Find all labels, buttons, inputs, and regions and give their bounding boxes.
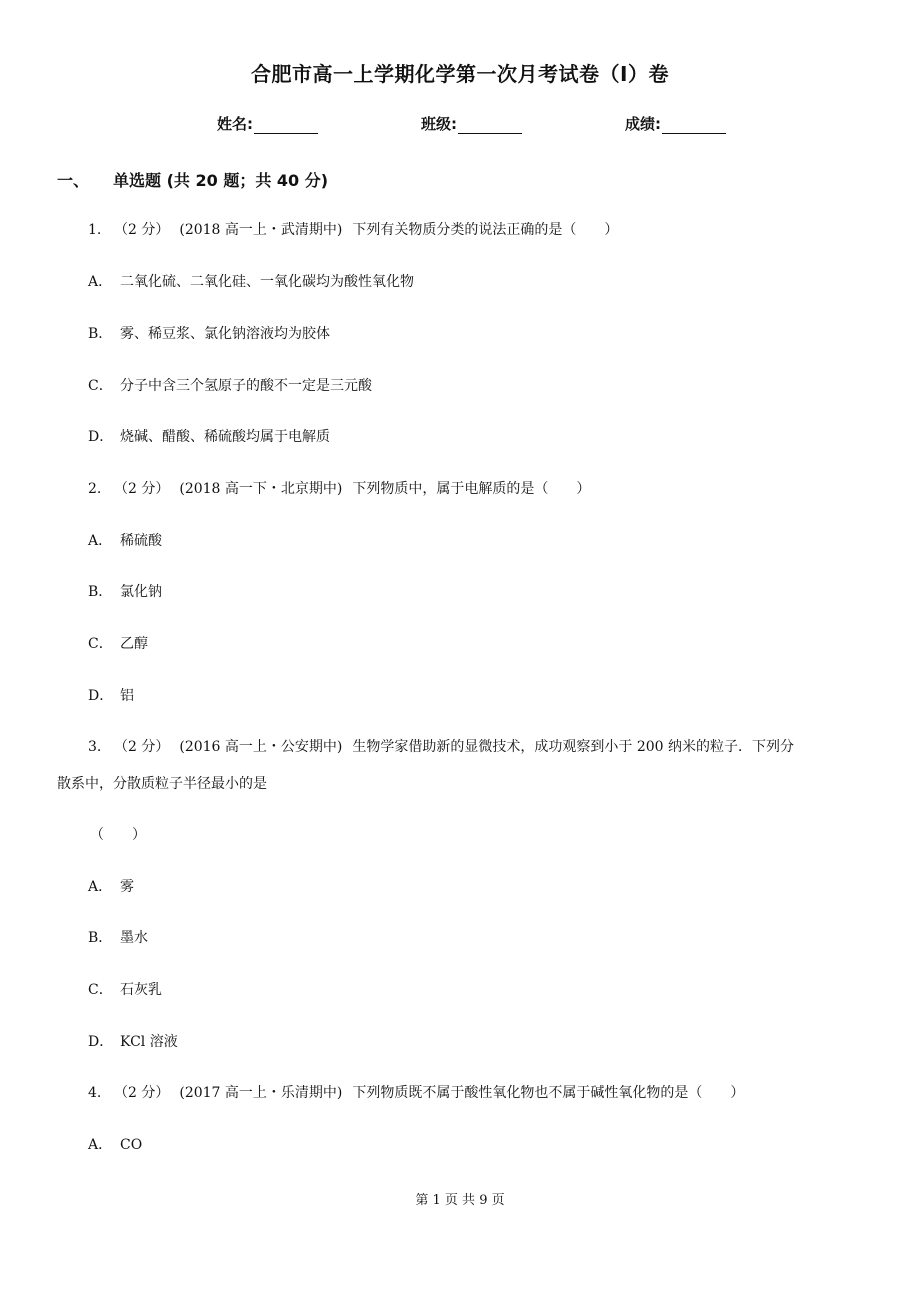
question-1: [88, 220, 618, 240]
question-score: （2 分）: [114, 739, 170, 755]
page-title: 合肥市高一上学期化学第一次月考试卷（I）卷: [251, 62, 669, 86]
student-info-fields: [0, 113, 920, 137]
option-text: 二氧化硫、二氧化硅、一氧化碳均为酸性氧化物: [120, 274, 414, 290]
option-letter: C．: [88, 982, 113, 998]
name-field[interactable]: [217, 113, 318, 134]
question-stem: 生物学家借助新的显微技术，成功观察到小于 200 纳米的粒子．下列分: [352, 739, 794, 755]
question-source: (2016 高一上・公安期中): [179, 739, 343, 755]
question-2-option-d[interactable]: [88, 686, 134, 706]
score-field[interactable]: [625, 113, 726, 134]
section-info: (共 20 题；共 40 分): [166, 171, 329, 190]
option-text: 乙醇: [120, 636, 148, 652]
question-3: [88, 737, 794, 757]
option-text: 稀硫酸: [120, 533, 162, 549]
question-number: 2.: [88, 481, 102, 497]
question-source: (2018 高一下・北京期中): [179, 481, 343, 497]
section-number: 一、: [57, 171, 90, 190]
option-text: 分子中含三个氢原子的酸不一定是三元酸: [120, 378, 372, 394]
question-stem: 下列物质既不属于酸性氧化物也不属于碱性氧化物的是（ ）: [352, 1085, 745, 1101]
option-letter: A．: [88, 274, 113, 290]
question-score: （2 分）: [114, 222, 170, 238]
option-letter: A．: [88, 879, 113, 895]
name-label: 姓名:: [217, 115, 253, 133]
option-letter: B．: [88, 584, 113, 600]
question-1-option-d[interactable]: [88, 427, 330, 447]
option-text: CO: [120, 1137, 143, 1153]
section-name: 单选题: [113, 171, 162, 190]
option-letter: C．: [88, 636, 113, 652]
question-number: 1.: [88, 222, 102, 238]
question-score: （2 分）: [114, 481, 170, 497]
question-2: [88, 479, 590, 499]
question-3-answer-blank: （ ）: [90, 827, 146, 843]
option-letter: B．: [88, 930, 113, 946]
class-blank[interactable]: [458, 117, 522, 134]
question-stem: 下列有关物质分类的说法正确的是（ ）: [352, 222, 619, 238]
question-2-option-c[interactable]: [88, 634, 148, 654]
question-source: (2017 高一上・乐清期中): [179, 1085, 343, 1101]
question-4: [88, 1083, 744, 1103]
question-1-option-b[interactable]: [88, 324, 330, 344]
option-text: 氯化钠: [120, 584, 162, 600]
question-2-option-b[interactable]: [88, 582, 162, 602]
question-stem: 下列物质中，属于电解质的是（ ）: [352, 481, 591, 497]
option-text: KCl 溶液: [120, 1034, 178, 1050]
option-letter: A．: [88, 1137, 113, 1153]
question-number: 3.: [88, 739, 102, 755]
option-text: 墨水: [120, 930, 148, 946]
question-score: （2 分）: [114, 1085, 170, 1101]
option-letter: A．: [88, 533, 113, 549]
question-1-option-a[interactable]: [88, 272, 414, 292]
question-3-option-c[interactable]: [88, 980, 162, 1000]
question-3-option-b[interactable]: [88, 928, 148, 948]
score-label: 成绩:: [625, 115, 661, 133]
option-text: 雾、稀豆浆、氯化钠溶液均为胶体: [120, 326, 330, 342]
score-blank[interactable]: [662, 117, 726, 134]
option-text: 石灰乳: [120, 982, 162, 998]
name-blank[interactable]: [254, 117, 318, 134]
class-field[interactable]: [421, 113, 522, 134]
page-footer: 第 1 页 共 9 页: [415, 1193, 505, 1208]
question-source: (2018 高一上・武清期中): [179, 222, 343, 238]
question-1-option-c[interactable]: [88, 376, 372, 396]
question-4-option-a[interactable]: [88, 1135, 142, 1155]
section-heading: [57, 168, 328, 191]
option-letter: B．: [88, 326, 113, 342]
option-letter: D．: [88, 1034, 114, 1050]
option-letter: D．: [88, 429, 114, 445]
question-3-stem-continued: 散系中，分散质粒子半径最小的是: [57, 776, 267, 792]
option-letter: C．: [88, 378, 113, 394]
class-label: 班级:: [421, 115, 457, 133]
option-text: 烧碱、醋酸、稀硫酸均属于电解质: [120, 429, 330, 445]
question-3-option-d[interactable]: [88, 1032, 178, 1052]
question-number: 4.: [88, 1085, 102, 1101]
question-3-option-a[interactable]: [88, 877, 134, 897]
question-2-option-a[interactable]: [88, 531, 162, 551]
option-text: 铝: [120, 688, 134, 704]
option-letter: D．: [88, 688, 114, 704]
option-text: 雾: [120, 879, 134, 895]
